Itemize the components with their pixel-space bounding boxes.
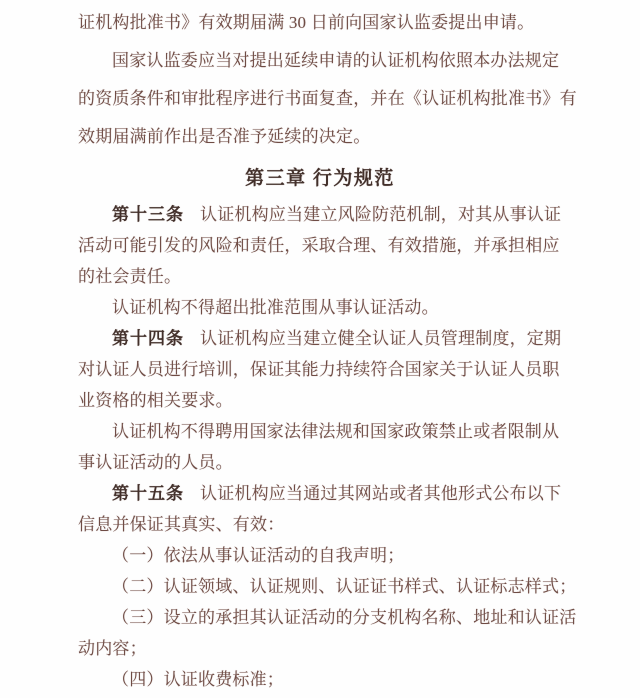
line-text: （四）认证收费标准；	[112, 670, 284, 689]
text-line	[78, 118, 580, 156]
line-text: （三）设立的承担其认证活动的分支机构名称、地址和认证活	[112, 608, 577, 627]
line-text: 认证机构应当通过其网站或者其他形式公布以下	[200, 484, 562, 503]
text-line	[78, 230, 580, 261]
article-line	[78, 478, 580, 509]
text-line	[78, 509, 580, 540]
line-text: 国家认监委应当对提出延续申请的认证机构依照本办法规定	[112, 51, 560, 70]
line-text: 活动可能引发的风险和责任，采取合理、有效措施，并承担相应	[78, 236, 560, 255]
line-text: 效期届满前作出是否准予延续的决定。	[78, 127, 371, 146]
text-line	[78, 354, 580, 385]
line-text: 认证机构应当建立健全认证人员管理制度，定期	[200, 329, 562, 348]
line-text: （二）认证领域、认证规则、认证证书样式、认证标志样式；	[112, 577, 577, 596]
text-line	[78, 80, 580, 118]
line-text: 的社会责任。	[78, 267, 182, 286]
line-text: 认证机构不得聘用国家法律法规和国家政策禁止或者限制从	[112, 422, 560, 441]
line-text: （一）依法从事认证活动的自我声明；	[112, 546, 405, 565]
article-number: 第十五条	[112, 484, 184, 503]
text-line	[78, 385, 580, 416]
text-line	[78, 602, 580, 633]
line-text: 认证机构应当建立风险防范机制，对其从事认证	[200, 205, 562, 224]
text-line	[78, 664, 580, 695]
text-line	[78, 4, 580, 42]
text-line	[78, 42, 580, 80]
text-line	[78, 540, 580, 571]
article-line	[78, 199, 580, 230]
line-text: 对认证人员进行培训，保证其能力持续符合国家关于认证人员职	[78, 360, 560, 379]
text-line	[78, 416, 580, 447]
line-text: 动内容；	[78, 639, 147, 658]
text-line	[78, 633, 580, 664]
text-line	[78, 571, 580, 602]
chapter-heading	[78, 164, 562, 194]
line-text: 信息并保证其真实、有效：	[78, 515, 285, 534]
article-line	[78, 323, 580, 354]
line-text: 事认证活动的人员。	[78, 453, 233, 472]
text-line	[78, 447, 580, 478]
line-text: 的资质条件和审批程序进行书面复查，并在《认证机构批准书》有	[78, 89, 577, 108]
text-line	[78, 261, 580, 292]
article-number: 第十三条	[112, 205, 184, 224]
article-number: 第十四条	[112, 329, 184, 348]
line-text: 第三章 行为规范	[245, 168, 395, 189]
line-text: 证机构批准书》有效期届满 30 日前向国家认监委提出申请。	[78, 13, 535, 32]
line-text: 认证机构不得超出批准范围从事认证活动。	[112, 298, 439, 317]
text-line	[78, 292, 580, 323]
line-text: 业资格的相关要求。	[78, 391, 233, 410]
